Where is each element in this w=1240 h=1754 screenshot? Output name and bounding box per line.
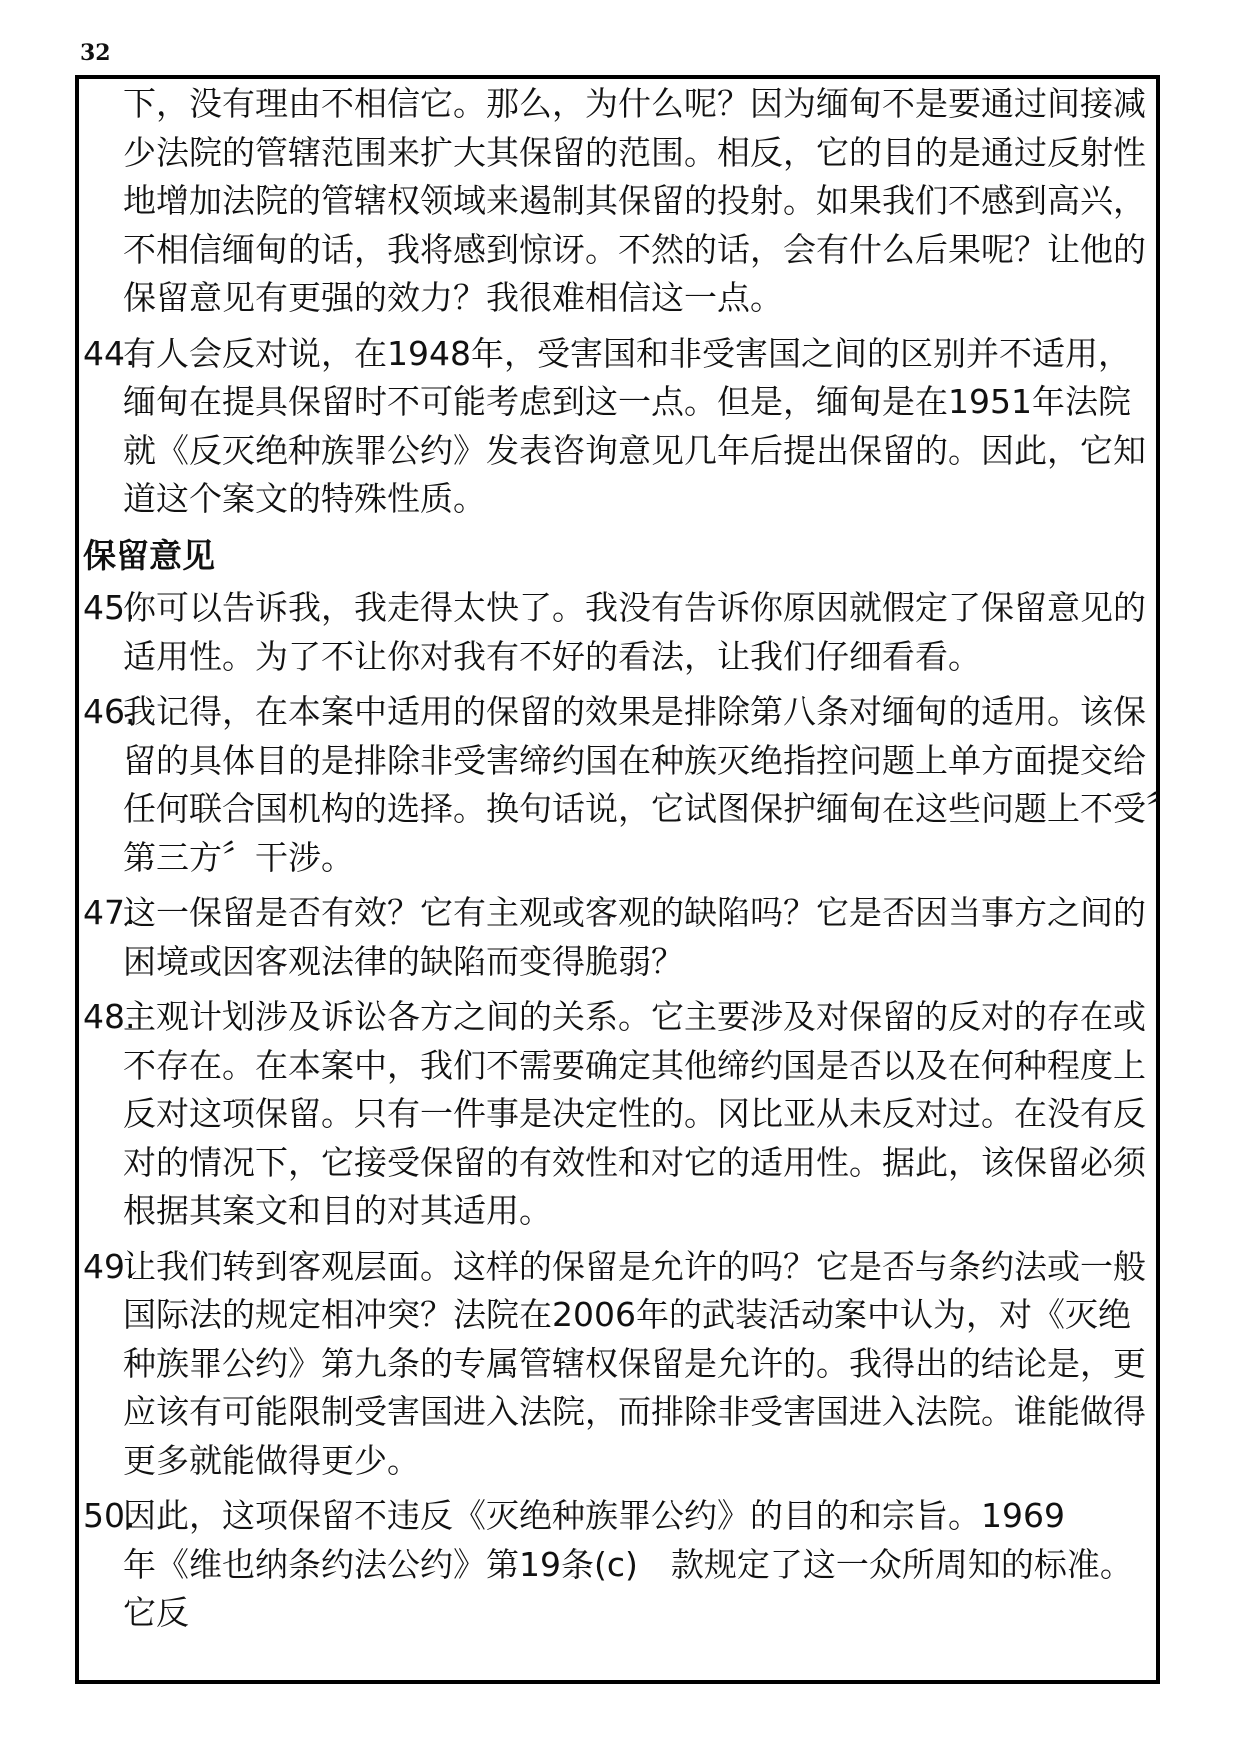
paragraph-50 — [83, 1492, 1163, 1638]
paragraph-49 — [83, 1243, 1163, 1486]
paragraph-text: 你可以告诉我，我走得太快了。我没有告诉你原因就假定了保留意见的适用性。为了不让你对我有不好的看法，让我们仔细看看。 — [123, 588, 1146, 676]
section-heading: 保留意见 — [83, 535, 215, 575]
paragraph-text: 有人会反对说，在1948年，受害国和非受害国之间的区别并不适用，缅甸在提具保留时不可能考虑到这一点。但是，缅甸是在1951年法院就《反灭绝种族罪公约》发表咨询意见几年后提出保留的。因此，它知道这个案文的特殊性质。 — [123, 333, 1146, 518]
paragraph-continuation: 下，没有理由不相信它。那么，为什么呢？因为缅甸不是要通过间接减少法院的管辖范围来扩大其保留的范围。相反，它的目的是通过反射性地增加法院的管辖权领域来遏制其保留的投射。如果我们不感到高兴，不相信缅甸的话，我将感到惊讶。不然的话，会有什么后果呢？让他的保留意见有更强的效力？我很难相信这一点。 — [123, 84, 1146, 317]
paragraph-text: 主观计划涉及诉讼各方之间的关系。它主要涉及对保留的反对的存在或不存在。在本案中，我们不需要确定其他缔约国是否以及在何种程度上反对这项保留。只有一件事是决定性的。冈比亚从未反对过。在没有反对的情况下，它接受保留的有效性和对它的适用性。据此，该保留必须根据其案文和目的对其适用。 — [123, 997, 1146, 1230]
paragraph-text: 因此，这项保留不违反《灭绝种族罪公约》的目的和宗旨。1969 年《维也纳条约法公约》第19条(c) 款规定了这一众所周知的标准。它反 — [123, 1496, 1133, 1632]
paragraph-text: 这一保留是否有效？它有主观或客观的缺陷吗？它是否因当事方之间的困境或因客观法律的缺陷而变得脆弱？ — [123, 893, 1146, 981]
paragraph-number: 45. — [83, 588, 136, 627]
paragraph-number: 47. — [83, 893, 136, 932]
paragraph-45 — [83, 584, 1163, 681]
paragraph-44 — [83, 330, 1163, 524]
document-body — [83, 80, 1163, 1638]
paragraph-number: 44. — [83, 333, 136, 373]
paragraph-number: 48. — [83, 997, 136, 1036]
paragraph-48 — [83, 993, 1163, 1236]
paragraph-47 — [83, 889, 1163, 986]
paragraph-number: 50. — [83, 1496, 136, 1535]
paragraph-number: 49. — [83, 1246, 136, 1286]
paragraph-number: 46. — [83, 692, 136, 731]
paragraph-text: 我记得，在本案中适用的保留的效果是排除第八条对缅甸的适用。该保留的具体目的是排除非受害缔约国在种族灭绝指控问题上单方面提交给任何联合国机构的选择。换句话说，它试图保护缅甸在这些问题上不受〞第三方〞干涉。 — [123, 692, 1163, 877]
page-number: 32 — [80, 40, 111, 66]
paragraph-text: 让我们转到客观层面。这样的保留是允许的吗？它是否与条约法或一般国际法的规定相冲突？法院在2006年的武装活动案中认为，对《灭绝种族罪公约》第九条的专属管辖权保留是允许的。我得出的结论是，更应该有可能限制受害国进入法院，而排除非受害国进入法院。谁能做得更多就能做得更少。 — [123, 1246, 1146, 1480]
paragraph-46 — [83, 688, 1163, 882]
